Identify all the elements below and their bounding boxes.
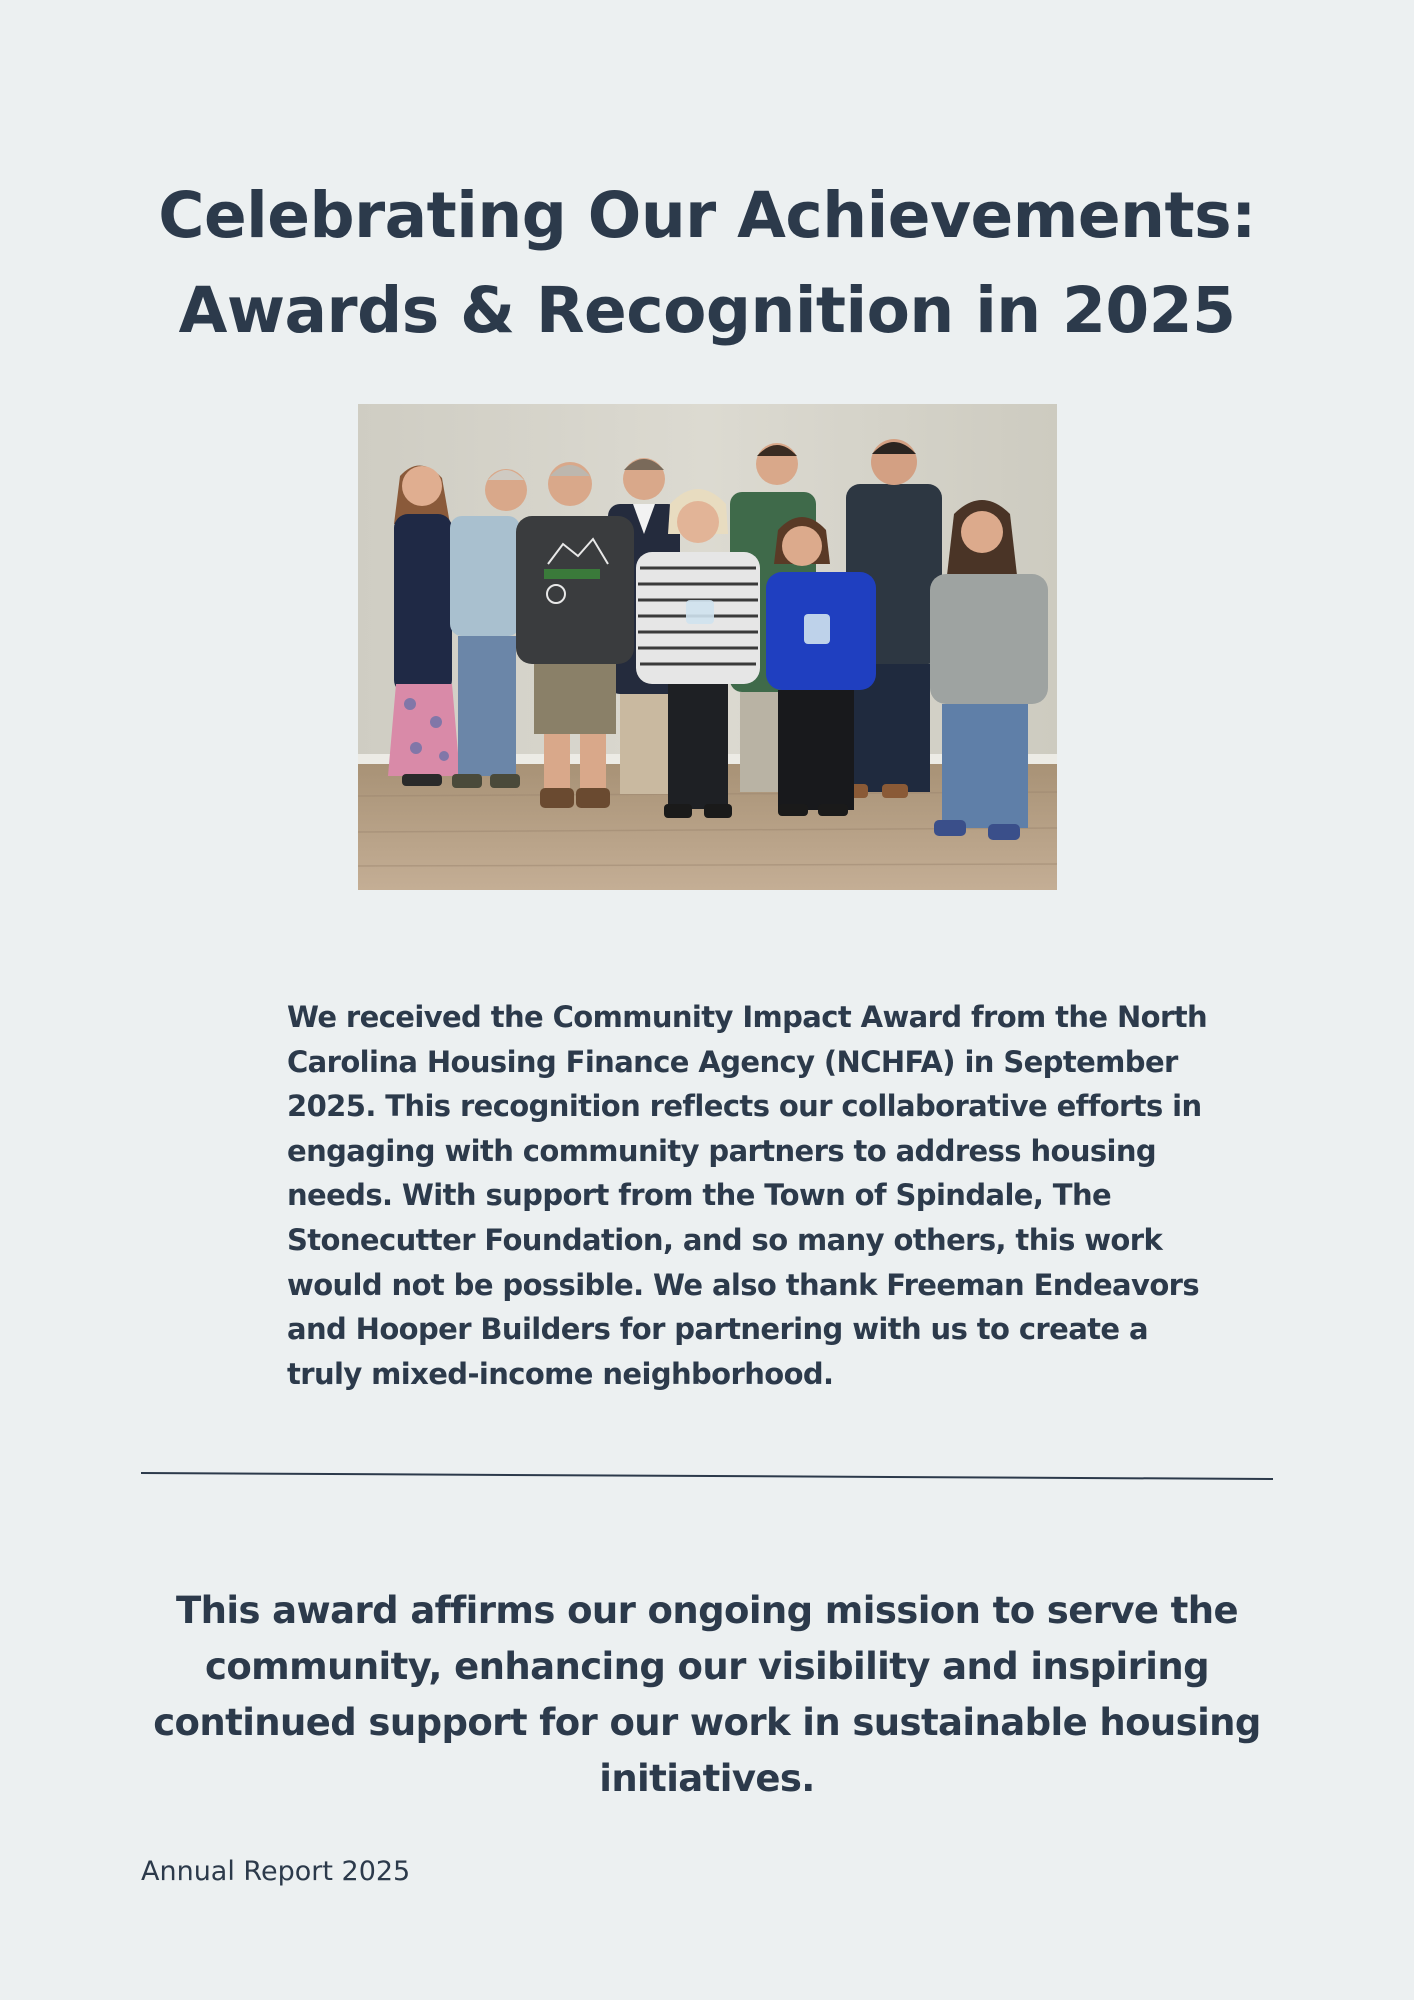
award-description: We received the Community Impact Award from the North Carolina Housing Finance Agency (NCHFA) in September 2025. This recognition reflects our collaborative efforts in engaging with community partners to address housing needs. With support from the Town of Spindale, The Stonecutter Foundation, and so many others, this work would not be possible. We also thank Freeman Endeavors and Hooper Builders for partnering with us to create a truly mixed-income neighborhood. (287, 1000, 1208, 1391)
page-title (0, 168, 1414, 358)
page-title-line-2: Awards & Recognition in 2025 (178, 274, 1236, 347)
group-photo (358, 404, 1057, 890)
footer-label: Annual Report 2025 (141, 1856, 411, 1887)
page-title-line-1: Celebrating Our Achievements: (158, 179, 1256, 252)
section-divider (141, 1472, 1273, 1480)
closing-statement: This award affirms our ongoing mission to serve the community, enhancing our visibility and inspiring continued support for our work in sustainable housing initiatives. (153, 1589, 1261, 1800)
